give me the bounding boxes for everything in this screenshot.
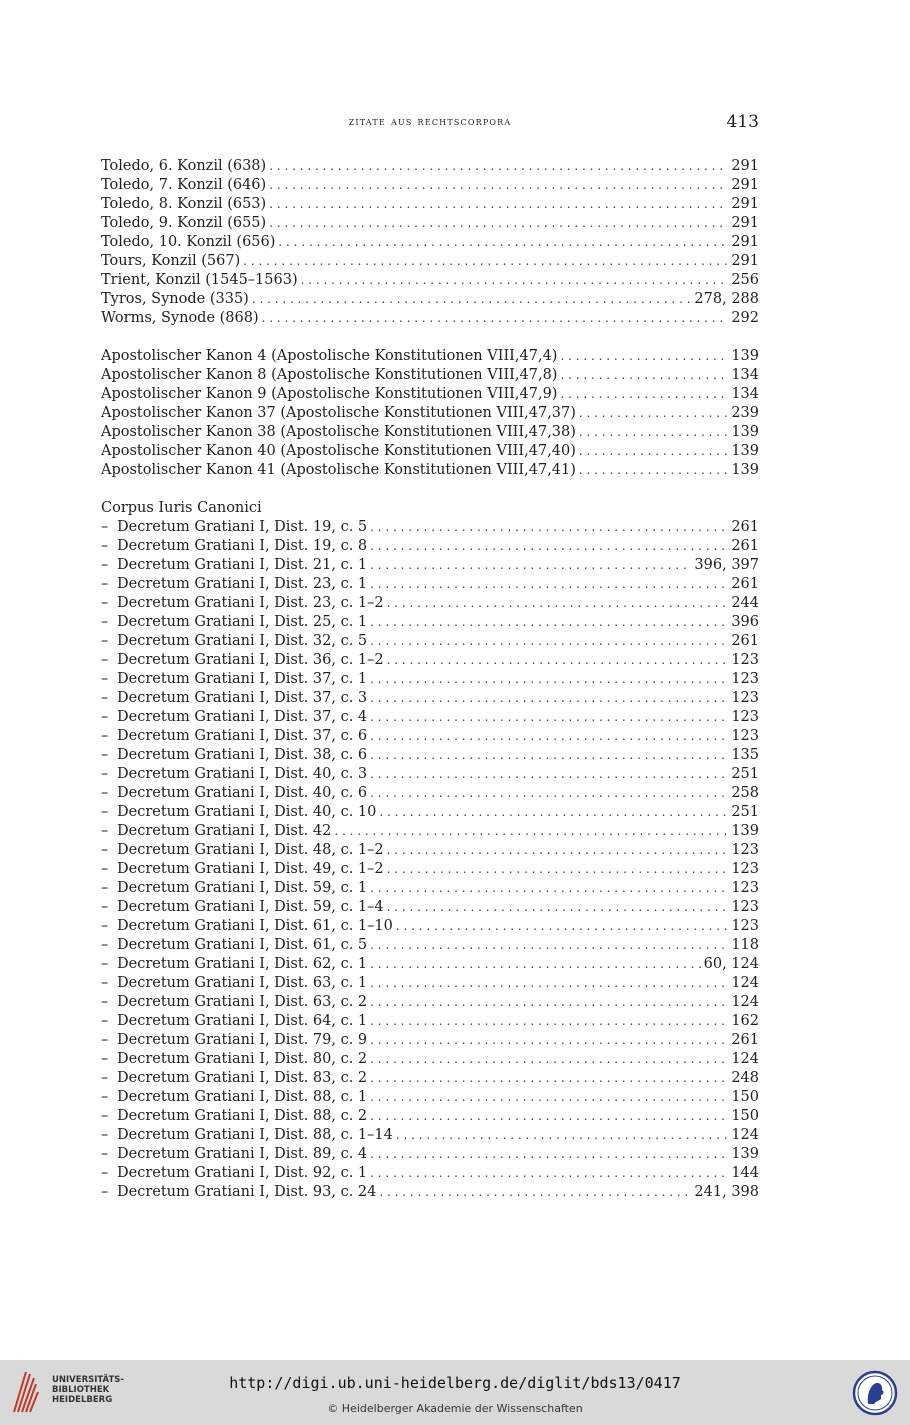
- academy-seal[interactable]: [852, 1368, 898, 1418]
- entry-dash: –: [101, 956, 109, 972]
- entry-dash: –: [101, 918, 109, 934]
- entry-dash: –: [101, 557, 109, 573]
- dot-leader: [334, 822, 728, 841]
- entry-dash: –: [101, 709, 109, 725]
- dot-leader: [579, 404, 728, 423]
- index-entry: – Decretum Gratiani I, Dist. 48, c. 1–2 . . . 123: [101, 841, 759, 860]
- index-entry: – Decretum Gratiani I, Dist. 19, c. 8 . . . 261: [101, 537, 759, 556]
- index-entry: – Decretum Gratiani I, Dist. 21, c. 1 . . . 396, 397: [101, 556, 759, 575]
- entry-dash: –: [101, 747, 109, 763]
- index-entry: – Decretum Gratiani I, Dist. 62, c. 1 . . . 60, 124: [101, 955, 759, 974]
- index-entry: Tours, Konzil (567) . . . 291: [101, 252, 759, 271]
- dot-leader: [370, 1050, 728, 1069]
- dot-leader: [370, 879, 728, 898]
- index-entry: – Decretum Gratiani I, Dist. 88, c. 2 . . . 150: [101, 1107, 759, 1126]
- index-entry: Toledo, 10. Konzil (656) . . . 291: [101, 233, 759, 252]
- entry-dash: –: [101, 652, 109, 668]
- entry-dash: –: [101, 766, 109, 782]
- index-entry: – Decretum Gratiani I, Dist. 23, c. 1 . . . 261: [101, 575, 759, 594]
- entry-dash: –: [101, 823, 109, 839]
- dot-leader: [370, 727, 728, 746]
- dot-leader: [370, 575, 728, 594]
- entry-dash: –: [101, 614, 109, 630]
- index-entry: – Decretum Gratiani I, Dist. 89, c. 4 . . . 139: [101, 1145, 759, 1164]
- index-entry: – Decretum Gratiani I, Dist. 23, c. 1–2 . . . 244: [101, 594, 759, 613]
- dot-leader: [370, 613, 728, 632]
- entry-dash: –: [101, 690, 109, 706]
- dot-leader: [370, 670, 728, 689]
- index-entry: – Decretum Gratiani I, Dist. 38, c. 6 . . . 135: [101, 746, 759, 765]
- entry-dash: –: [101, 1146, 109, 1162]
- index-entry: Toledo, 9. Konzil (655) . . . 291: [101, 214, 759, 233]
- dot-leader: [396, 1126, 728, 1145]
- entry-dash: –: [101, 975, 109, 991]
- citation-index: [101, 157, 759, 1202]
- index-entry: Toledo, 8. Konzil (653) . . . 291: [101, 195, 759, 214]
- entry-dash: –: [101, 880, 109, 896]
- entry-dash: –: [101, 633, 109, 649]
- dot-leader: [387, 898, 729, 917]
- dot-leader: [370, 1069, 728, 1088]
- index-entry: – Decretum Gratiani I, Dist. 32, c. 5 . . . 261: [101, 632, 759, 651]
- dot-leader: [370, 537, 728, 556]
- page-number: 413: [726, 112, 759, 132]
- dot-leader: [370, 556, 691, 575]
- dot-leader: [579, 423, 728, 442]
- entry-dash: –: [101, 1127, 109, 1143]
- dot-leader: [269, 176, 728, 195]
- entry-dash: –: [101, 1013, 109, 1029]
- library-logo-text: UNIVERSITÄTS- BIBLIOTHEK HEIDELBERG: [52, 1375, 124, 1405]
- index-entry: – Decretum Gratiani I, Dist. 92, c. 1 . . . 144: [101, 1164, 759, 1183]
- index-entry: – Decretum Gratiani I, Dist. 59, c. 1–4 . . . 123: [101, 898, 759, 917]
- index-entry: – Decretum Gratiani I, Dist. 37, c. 1 . . . 123: [101, 670, 759, 689]
- index-entry: – Decretum Gratiani I, Dist. 40, c. 3 . . . 251: [101, 765, 759, 784]
- gratiani-list: [101, 518, 759, 1202]
- dot-leader: [370, 1164, 728, 1183]
- entry-dash: –: [101, 899, 109, 915]
- entry-dash: –: [101, 519, 109, 535]
- group-corpus-iuris: [101, 499, 759, 1202]
- academy-seal-icon: [852, 1368, 898, 1418]
- dot-leader: [370, 784, 728, 803]
- index-entry: – Decretum Gratiani I, Dist. 49, c. 1–2 . . . 123: [101, 860, 759, 879]
- dot-leader: [370, 746, 728, 765]
- index-entry: Toledo, 7. Konzil (646) . . . 291: [101, 176, 759, 195]
- index-entry: – Decretum Gratiani I, Dist. 19, c. 5 . . . 261: [101, 518, 759, 537]
- dot-leader: [370, 518, 728, 537]
- index-entry: – Decretum Gratiani I, Dist. 37, c. 3 . . . 123: [101, 689, 759, 708]
- index-entry: – Decretum Gratiani I, Dist. 40, c. 10 . . . 251: [101, 803, 759, 822]
- dot-leader: [387, 841, 729, 860]
- entry-dash: –: [101, 1032, 109, 1048]
- index-entry: Apostolischer Kanon 41 (Apostolische Konstitutionen VIII,47,41) . . . 139: [101, 461, 759, 480]
- dot-leader: [370, 936, 728, 955]
- index-entry: – Decretum Gratiani I, Dist. 80, c. 2 . . . 124: [101, 1050, 759, 1069]
- index-entry: – Decretum Gratiani I, Dist. 83, c. 2 . . . 248: [101, 1069, 759, 1088]
- entry-dash: –: [101, 785, 109, 801]
- index-entry: – Decretum Gratiani I, Dist. 63, c. 2 . . . 124: [101, 993, 759, 1012]
- entry-dash: –: [101, 1165, 109, 1181]
- index-entry: Toledo, 6. Konzil (638) . . . 291: [101, 157, 759, 176]
- entry-dash: –: [101, 595, 109, 611]
- dot-leader: [269, 157, 728, 176]
- dot-leader: [278, 233, 728, 252]
- source-url-link[interactable]: http://digi.ub.uni-heidelberg.de/diglit/bds13/0417: [229, 1374, 681, 1392]
- dot-leader: [269, 195, 728, 214]
- entry-dash: –: [101, 937, 109, 953]
- index-entry: Apostolischer Kanon 40 (Apostolische Konstitutionen VIII,47,40) . . . 139: [101, 442, 759, 461]
- entry-dash: –: [101, 1070, 109, 1086]
- dot-leader: [387, 860, 729, 879]
- index-entry: – Decretum Gratiani I, Dist. 59, c. 1 . . . 123: [101, 879, 759, 898]
- dot-leader: [370, 632, 728, 651]
- section-heading: Corpus Iuris Canonici: [101, 500, 262, 516]
- index-entry: – Decretum Gratiani I, Dist. 63, c. 1 . . . 124: [101, 974, 759, 993]
- dot-leader: [370, 689, 728, 708]
- index-entry: Worms, Synode (868) . . . 292: [101, 309, 759, 328]
- index-entry: – Decretum Gratiani I, Dist. 61, c. 5 . . . 118: [101, 936, 759, 955]
- index-entry: Trient, Konzil (1545–1563) . . . 256: [101, 271, 759, 290]
- dot-leader: [370, 765, 728, 784]
- entry-dash: –: [101, 1108, 109, 1124]
- index-entry: Apostolischer Kanon 9 (Apostolische Konstitutionen VIII,47,9) . . . 134: [101, 385, 759, 404]
- dot-leader: [579, 442, 728, 461]
- index-entry: Apostolischer Kanon 37 (Apostolische Konstitutionen VIII,47,37) . . . 239: [101, 404, 759, 423]
- dot-leader: [370, 1088, 728, 1107]
- digitization-footer: [0, 1360, 910, 1425]
- index-entry: – Decretum Gratiani I, Dist. 25, c. 1 . . . 396: [101, 613, 759, 632]
- dot-leader: [252, 290, 692, 309]
- dot-leader: [560, 366, 728, 385]
- group-councils: [101, 157, 759, 328]
- entry-dash: –: [101, 804, 109, 820]
- dot-leader: [370, 1031, 728, 1050]
- entry-dash: –: [101, 1089, 109, 1105]
- dot-leader: [370, 1107, 728, 1126]
- running-head: [0, 112, 910, 136]
- entry-dash: –: [101, 576, 109, 592]
- entry-dash: –: [101, 861, 109, 877]
- index-entry: – Decretum Gratiani I, Dist. 37, c. 6 . . . 123: [101, 727, 759, 746]
- dot-leader: [560, 347, 728, 366]
- dot-leader: [269, 214, 728, 233]
- dot-leader: [262, 309, 729, 328]
- index-entry: Tyros, Synode (335) . . . 278, 288: [101, 290, 759, 309]
- index-entry: – Decretum Gratiani I, Dist. 79, c. 9 . . . 261: [101, 1031, 759, 1050]
- index-entry: Apostolischer Kanon 8 (Apostolische Konstitutionen VIII,47,8) . . . 134: [101, 366, 759, 385]
- dot-leader: [387, 594, 729, 613]
- index-entry: – Decretum Gratiani I, Dist. 64, c. 1 . . . 162: [101, 1012, 759, 1031]
- entry-dash: –: [101, 1184, 109, 1200]
- group-apostolic-canons: [101, 347, 759, 480]
- index-entry: – Decretum Gratiani I, Dist. 88, c. 1 . . . 150: [101, 1088, 759, 1107]
- index-entry: – Decretum Gratiani I, Dist. 42 . . . 139: [101, 822, 759, 841]
- index-entry: – Decretum Gratiani I, Dist. 36, c. 1–2 . . . 123: [101, 651, 759, 670]
- dot-leader: [387, 651, 729, 670]
- index-entry: – Decretum Gratiani I, Dist. 88, c. 1–14 . . . 124: [101, 1126, 759, 1145]
- index-entry: – Decretum Gratiani I, Dist. 61, c. 1–10 . . . 123: [101, 917, 759, 936]
- entry-dash: –: [101, 842, 109, 858]
- index-entry: – Decretum Gratiani I, Dist. 37, c. 4 . . . 123: [101, 708, 759, 727]
- copyright-notice: © Heidelberger Akademie der Wissenschaften: [327, 1402, 583, 1415]
- dot-leader: [370, 1145, 728, 1164]
- dot-leader: [370, 955, 700, 974]
- dot-leader: [396, 917, 728, 936]
- dot-leader: [243, 252, 728, 271]
- entry-dash: –: [101, 728, 109, 744]
- running-title: zitate aus rechtscorpora: [348, 114, 512, 128]
- dot-leader: [370, 1012, 728, 1031]
- entry-dash: –: [101, 994, 109, 1010]
- entry-dash: –: [101, 671, 109, 687]
- index-entry: – Decretum Gratiani I, Dist. 93, c. 24 . . . 241, 398: [101, 1183, 759, 1202]
- dot-leader: [370, 708, 728, 727]
- dot-leader: [379, 1183, 691, 1202]
- dot-leader: [370, 993, 728, 1012]
- dot-leader: [301, 271, 729, 290]
- entry-dash: –: [101, 538, 109, 554]
- index-entry: – Decretum Gratiani I, Dist. 40, c. 6 . . . 258: [101, 784, 759, 803]
- entry-dash: –: [101, 1051, 109, 1067]
- dot-leader: [579, 461, 728, 480]
- dot-leader: [560, 385, 728, 404]
- index-entry: Apostolischer Kanon 4 (Apostolische Konstitutionen VIII,47,4) . . . 139: [101, 347, 759, 366]
- dot-leader: [370, 974, 728, 993]
- index-entry: Apostolischer Kanon 38 (Apostolische Konstitutionen VIII,47,38) . . . 139: [101, 423, 759, 442]
- dot-leader: [379, 803, 728, 822]
